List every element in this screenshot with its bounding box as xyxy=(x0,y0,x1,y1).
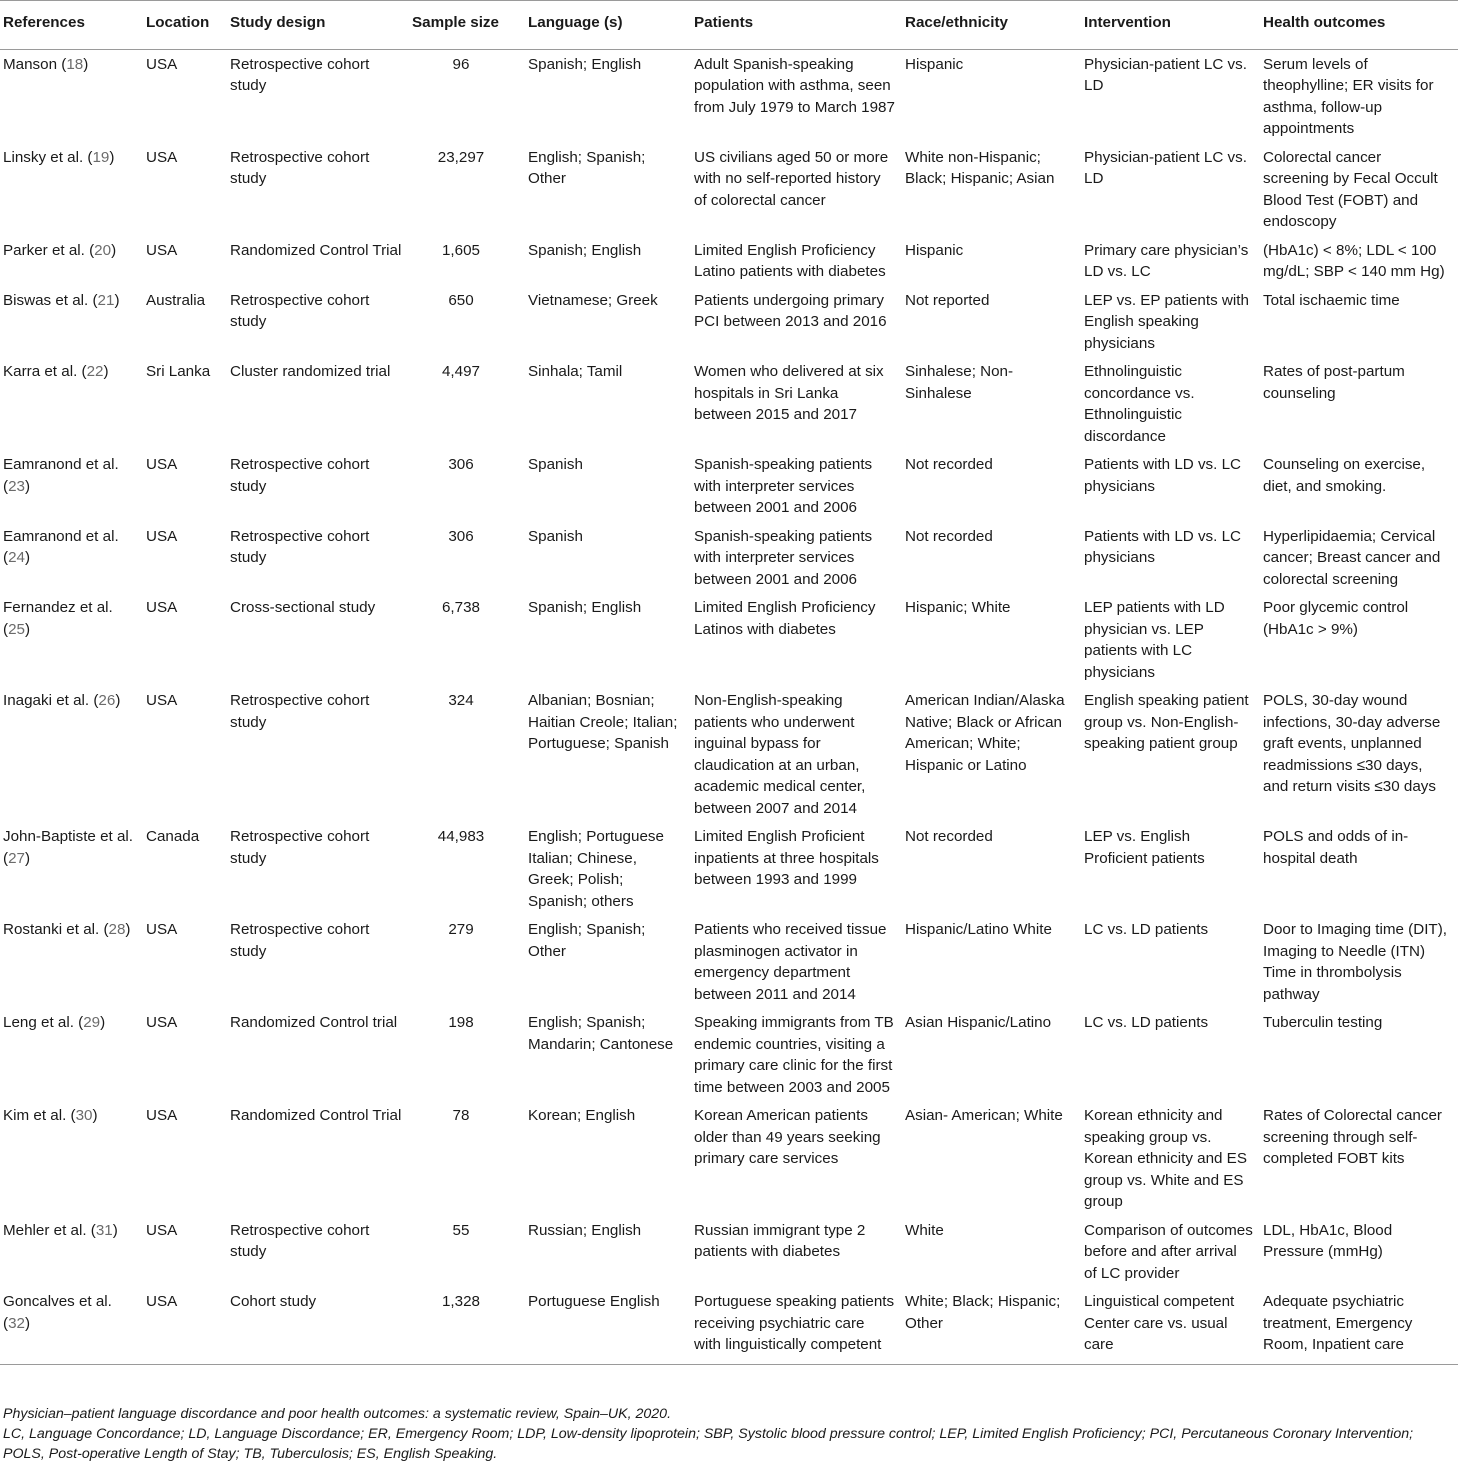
cell-race-ethnicity: White xyxy=(905,1221,944,1239)
cell-languages: Spanish xyxy=(528,527,583,545)
cell-race-ethnicity: Sinhalese; Non-Sinhalese xyxy=(905,363,1014,402)
header-references: References xyxy=(0,1,146,50)
reference-close-paren: ) xyxy=(109,148,115,166)
cell-sample-size: 1,605 xyxy=(441,241,480,259)
table-row xyxy=(0,822,1458,915)
table-row xyxy=(0,915,1458,1008)
reference-number-link[interactable]: 28 xyxy=(108,921,126,938)
cell-patients: Women who delivered at six hospitals in Sri Lanka between 2015 and 2017 xyxy=(694,363,884,423)
cell-patients: Russian immigrant type 2 patients with diabetes xyxy=(694,1221,866,1260)
cell-race-ethnicity: Not recorded xyxy=(905,527,993,545)
cell-intervention: Comparison of outcomes before and after arrival of LC provider xyxy=(1084,1221,1253,1282)
reference-number-link[interactable]: 22 xyxy=(86,363,104,380)
cell-patients: US civilians aged 50 or more with no self-reported history of colorectal cancer xyxy=(694,148,889,209)
cell-health-outcomes: Poor glycemic control (HbA1c > 9%) xyxy=(1263,599,1409,638)
header-languages: Language (s) xyxy=(528,1,694,50)
cell-race-ethnicity: Not reported xyxy=(905,291,990,309)
cell-languages: Spanish; English xyxy=(528,599,642,616)
cell-languages: Portuguese English xyxy=(528,1287,694,1364)
reference-number-link[interactable]: 32 xyxy=(8,1314,25,1332)
cell-intervention: LEP vs. English Proficient patients xyxy=(1084,828,1205,867)
cell-location: USA xyxy=(146,148,178,166)
table-row xyxy=(0,236,1458,286)
reference-number-link[interactable]: 31 xyxy=(95,1221,113,1239)
reference-close-paren: ) xyxy=(24,477,31,495)
cell-languages: Sinhala; Tamil xyxy=(528,363,623,380)
header-health-outcomes: Health outcomes xyxy=(1263,1,1458,50)
cell-study-design: Retrospective cohort study xyxy=(230,456,370,495)
cell-race-ethnicity: Hispanic; White xyxy=(905,599,1011,616)
table-row xyxy=(0,1287,1458,1364)
cell-race-ethnicity: White; Black; Hispanic; Other xyxy=(905,1287,1084,1364)
cell-reference xyxy=(0,450,146,522)
cell-intervention: LC vs. LD patients xyxy=(1084,921,1209,938)
cell-sample-size: 96 xyxy=(452,55,470,73)
cell-race-ethnicity: Not recorded xyxy=(905,828,993,845)
reference-author: Eamranond et al. ( xyxy=(3,456,119,495)
cell-reference xyxy=(0,522,146,594)
reference-author: Parker et al. ( xyxy=(3,241,95,259)
cell-patients: Korean American patients older than 49 years seeking primary care services xyxy=(694,1107,881,1167)
header-race-ethnicity: Race/ethnicity xyxy=(905,1,1084,50)
reference-author: Biswas et al. ( xyxy=(3,291,98,309)
cell-languages: Albanian; Bosnian; Haitian Creole; Italian; Portuguese; Spanish xyxy=(528,692,678,752)
cell-intervention: Patients with LD vs. LC physicians xyxy=(1084,456,1241,495)
cell-reference xyxy=(0,49,146,143)
cell-languages: Russian; English xyxy=(528,1221,642,1239)
header-intervention: Intervention xyxy=(1084,1,1263,50)
reference-number-link[interactable]: 21 xyxy=(97,291,115,309)
cell-location: USA xyxy=(146,527,178,545)
reference-close-paren: ) xyxy=(83,55,89,73)
cell-languages: English; Spanish; Mandarin; Cantonese xyxy=(528,1014,674,1053)
reference-author: Fernandez et al. ( xyxy=(3,599,113,638)
reference-number-link[interactable]: 23 xyxy=(8,477,25,495)
cell-health-outcomes: Tuberculin testing xyxy=(1263,1014,1383,1031)
cell-race-ethnicity: Hispanic xyxy=(905,55,964,73)
reference-number-link[interactable]: 25 xyxy=(8,620,25,638)
cell-patients: Non-English-speaking patients who underwent inguinal bypass for claudication at an urban, academic medical center, between 2007 and 2014 xyxy=(694,692,866,817)
reference-number-link[interactable]: 29 xyxy=(83,1014,101,1031)
reference-author: Mehler et al. ( xyxy=(3,1221,96,1239)
reference-number-link[interactable]: 19 xyxy=(92,148,110,166)
cell-location: USA xyxy=(146,921,178,938)
reference-close-paren: ) xyxy=(111,241,117,259)
cell-health-outcomes: Adequate psychiatric treatment, Emergency Room, Inpatient care xyxy=(1263,1287,1458,1364)
cell-intervention: LC vs. LD patients xyxy=(1084,1014,1209,1031)
cell-intervention: Korean ethnicity and speaking group vs. Korean ethnicity and ES group vs. White and ES group xyxy=(1084,1107,1247,1210)
cell-patients: Limited English Proficiency Latino patients with diabetes xyxy=(694,241,886,280)
cell-reference xyxy=(0,1008,146,1101)
cell-intervention: Physician-patient LC vs. LD xyxy=(1084,148,1247,187)
cell-reference xyxy=(0,143,146,236)
cell-race-ethnicity: Asian- American; White xyxy=(905,1107,1063,1124)
cell-race-ethnicity: Not recorded xyxy=(905,456,993,473)
cell-study-design: Retrospective cohort study xyxy=(230,921,370,960)
cell-sample-size: 4,497 xyxy=(441,363,480,380)
cell-sample-size: 23,297 xyxy=(437,148,485,166)
table-footnotes xyxy=(3,1404,1453,1464)
reference-number-link[interactable]: 20 xyxy=(94,241,112,259)
cell-study-design: Retrospective cohort study xyxy=(230,828,370,867)
cell-health-outcomes: Door to Imaging time (DIT), Imaging to Needle (ITN) Time in thrombolysis pathway xyxy=(1263,921,1447,1003)
cell-sample-size: 306 xyxy=(448,456,474,473)
cell-location: USA xyxy=(146,456,178,473)
cell-location: USA xyxy=(146,692,178,709)
cell-reference xyxy=(0,1216,146,1288)
reference-author: Leng et al. ( xyxy=(3,1014,84,1031)
cell-reference xyxy=(0,236,146,286)
cell-study-design: Cohort study xyxy=(230,1287,412,1364)
reference-close-paren: ) xyxy=(114,291,120,309)
cell-location: USA xyxy=(146,241,178,259)
reference-close-paren: ) xyxy=(100,1014,106,1031)
cell-sample-size: 44,983 xyxy=(437,828,485,845)
cell-health-outcomes: POLS, 30-day wound infections, 30-day adverse graft events, unplanned readmissions ≤30 days, and return visits ≤30 days xyxy=(1263,692,1441,795)
cell-location: USA xyxy=(146,1221,178,1239)
cell-reference xyxy=(0,1287,146,1364)
reference-author: Goncalves et al. ( xyxy=(3,1293,112,1332)
cell-study-design: Retrospective cohort study xyxy=(230,692,370,731)
cell-languages: English; Portuguese Italian; Chinese, Greek; Polish; Spanish; others xyxy=(528,828,664,910)
cell-health-outcomes: (HbA1c) < 8%; LDL < 100 mg/dL; SBP < 140 mm Hg) xyxy=(1263,241,1445,280)
reference-author: Karra et al. ( xyxy=(3,363,87,380)
table-row xyxy=(0,1101,1458,1216)
cell-study-design: Cross-sectional study xyxy=(230,599,376,616)
header-study-design: Study design xyxy=(230,1,412,50)
cell-study-design: Retrospective cohort study xyxy=(230,1221,370,1260)
cell-intervention: LEP vs. EP patients with English speaking physicians xyxy=(1084,291,1249,352)
cell-sample-size: 78 xyxy=(452,1107,470,1124)
cell-location: USA xyxy=(146,1014,178,1031)
cell-sample-size: 6,738 xyxy=(441,599,480,616)
cell-health-outcomes: Serum levels of theophylline; ER visits for asthma, follow-up appointments xyxy=(1263,55,1434,137)
cell-health-outcomes: Colorectal cancer screening by Fecal Occult Blood Test (FOBT) and endoscopy xyxy=(1263,148,1438,230)
reference-close-paren: ) xyxy=(92,1107,98,1124)
reference-author: John-Baptiste et al. ( xyxy=(3,828,134,867)
header-sample-size: Sample size xyxy=(412,1,528,50)
cell-patients: Speaking immigrants from TB endemic countries, visiting a primary care clinic for the first time between 2003 and 2005 xyxy=(694,1014,894,1096)
cell-reference xyxy=(0,286,146,358)
cell-sample-size: 279 xyxy=(448,921,474,938)
reference-author: Kim et al. ( xyxy=(3,1107,76,1124)
header-row xyxy=(0,1,1458,50)
cell-health-outcomes: Total ischaemic time xyxy=(1263,291,1400,309)
header-patients: Patients xyxy=(694,1,905,50)
cell-languages: Korean; English xyxy=(528,1107,636,1124)
cell-reference xyxy=(0,357,146,450)
reference-close-paren: ) xyxy=(24,849,31,867)
cell-study-design: Randomized Control Trial xyxy=(230,1107,402,1124)
cell-race-ethnicity: Asian Hispanic/Latino xyxy=(905,1014,1052,1031)
cell-race-ethnicity: American Indian/Alaska Native; Black or African American; White; Hispanic or Latino xyxy=(905,692,1065,774)
table-row xyxy=(0,1216,1458,1288)
cell-study-design: Retrospective cohort study xyxy=(230,527,370,566)
cell-location: USA xyxy=(146,599,178,616)
table-row xyxy=(0,686,1458,822)
reference-author: Manson ( xyxy=(3,55,67,73)
cell-location: Canada xyxy=(146,828,200,845)
cell-sample-size: 324 xyxy=(448,692,474,709)
cell-intervention: Patients with LD vs. LC physicians xyxy=(1084,527,1241,566)
cell-health-outcomes: Rates of post-partum counseling xyxy=(1263,363,1405,402)
cell-reference xyxy=(0,1101,146,1216)
cell-intervention: Linguistical competent Center care vs. usual care xyxy=(1084,1287,1263,1364)
table-row xyxy=(0,593,1458,686)
header-location: Location xyxy=(146,1,230,50)
cell-patients: Adult Spanish-speaking population with asthma, seen from July 1979 to March 1987 xyxy=(694,55,895,116)
reference-number-link[interactable]: 18 xyxy=(66,55,84,73)
cell-study-design: Retrospective cohort study xyxy=(230,55,370,94)
reference-number-link[interactable]: 30 xyxy=(75,1107,93,1124)
cell-languages: Spanish; English xyxy=(528,55,642,73)
reference-close-paren: ) xyxy=(112,1221,118,1239)
table-body xyxy=(0,49,1458,1364)
table-header xyxy=(0,1,1458,50)
cell-reference xyxy=(0,686,146,822)
cell-languages: English; Spanish; Other xyxy=(528,148,646,187)
reference-author: Inagaki et al. ( xyxy=(3,692,99,709)
cell-location: USA xyxy=(146,55,178,73)
cell-patients: Portuguese speaking patients receiving psychiatric care with linguistically competent xyxy=(694,1287,905,1364)
cell-reference xyxy=(0,915,146,1008)
cell-sample-size: 1,328 xyxy=(412,1287,528,1364)
cell-location: USA xyxy=(146,1107,178,1124)
reference-author: Eamranond et al. ( xyxy=(3,527,119,566)
table-row xyxy=(0,450,1458,522)
reference-close-paren: ) xyxy=(125,921,131,938)
table-row xyxy=(0,357,1458,450)
reference-close-paren: ) xyxy=(115,692,121,709)
cell-patients: Limited English Proficiency Latinos with diabetes xyxy=(694,599,876,638)
cell-patients: Patients who received tissue plasminogen activator in emergency department between 2011 and 2014 xyxy=(694,921,887,1003)
cell-reference xyxy=(0,822,146,915)
cell-health-outcomes: Counseling on exercise, diet, and smoking. xyxy=(1263,456,1426,495)
cell-study-design: Retrospective cohort study xyxy=(230,148,370,187)
reference-close-paren: ) xyxy=(103,363,109,380)
reference-close-paren: ) xyxy=(24,1314,31,1332)
cell-sample-size: 198 xyxy=(448,1014,474,1031)
cell-languages: Spanish; English xyxy=(528,241,642,259)
cell-intervention: Physician-patient LC vs. LD xyxy=(1084,55,1247,94)
table-row xyxy=(0,49,1458,143)
cell-intervention: Primary care physician’s LD vs. LC xyxy=(1084,241,1249,280)
cell-study-design: Randomized Control trial xyxy=(230,1014,398,1031)
cell-patients: Spanish-speaking patients with interpreter services between 2001 and 2006 xyxy=(694,456,873,516)
cell-reference xyxy=(0,593,146,686)
cell-intervention: English speaking patient group vs. Non-English-speaking patient group xyxy=(1084,692,1249,752)
cell-health-outcomes: Hyperlipidaemia; Cervical cancer; Breast cancer and colorectal screening xyxy=(1263,527,1441,588)
reference-number-link[interactable]: 27 xyxy=(8,849,25,867)
cell-sample-size: 306 xyxy=(448,527,474,545)
cell-patients: Limited English Proficient inpatients at three hospitals between 1993 and 1999 xyxy=(694,828,879,888)
cell-study-design: Retrospective cohort study xyxy=(230,291,370,330)
cell-languages: Spanish xyxy=(528,456,583,473)
reference-author: Rostanki et al. ( xyxy=(3,921,109,938)
cell-languages: Vietnamese; Greek xyxy=(528,291,658,309)
table-row xyxy=(0,286,1458,358)
cell-study-design: Randomized Control Trial xyxy=(230,241,402,259)
cell-languages: English; Spanish; Other xyxy=(528,921,646,960)
table-row xyxy=(0,522,1458,594)
cell-location: Australia xyxy=(146,291,206,309)
cell-race-ethnicity: Hispanic xyxy=(905,241,964,259)
abbreviations-note: LC, Language Concordance; LD, Language Discordance; ER, Emergency Room; LDP, Low-density lipoprotein; SBP, Systolic blood pressure control; LEP, Limited English Proficiency; PCI, Percutaneous Coronary Intervention; POLS, Post-operative Length of Stay; TB, Tuberculosis; ES, English Speaking. xyxy=(3,1426,1414,1462)
cell-location: USA xyxy=(146,1287,230,1364)
cell-intervention: LEP patients with LD physician vs. LEP patients with LC physicians xyxy=(1084,599,1225,681)
cell-location: Sri Lanka xyxy=(146,363,211,380)
reference-number-link[interactable]: 24 xyxy=(8,549,25,566)
cell-race-ethnicity: White non-Hispanic; Black; Hispanic; Asian xyxy=(905,148,1055,187)
cell-patients: Patients undergoing primary PCI between 2013 and 2016 xyxy=(694,291,887,330)
table-row xyxy=(0,143,1458,236)
cell-health-outcomes: LDL, HbA1c, Blood Pressure (mmHg) xyxy=(1263,1221,1393,1260)
cell-patients: Spanish-speaking patients with interpreter services between 2001 and 2006 xyxy=(694,527,873,588)
reference-close-paren: ) xyxy=(24,549,31,566)
table-row xyxy=(0,1008,1458,1101)
reference-number-link[interactable]: 26 xyxy=(98,692,116,709)
table-caption: Physician–patient language discordance and poor health outcomes: a systematic review, Spain–UK, 2020. xyxy=(3,1406,672,1422)
cell-study-design: Cluster randomized trial xyxy=(230,363,391,380)
cell-race-ethnicity: Hispanic/Latino White xyxy=(905,921,1052,938)
reference-close-paren: ) xyxy=(24,620,31,638)
cell-sample-size: 55 xyxy=(452,1221,470,1239)
reference-author: Linsky et al. ( xyxy=(3,148,93,166)
cell-health-outcomes: Rates of Colorectal cancer screening through self-completed FOBT kits xyxy=(1263,1107,1442,1167)
cell-health-outcomes: POLS and odds of in-hospital death xyxy=(1263,828,1409,867)
cell-sample-size: 650 xyxy=(448,291,474,309)
cell-intervention: Ethnolinguistic concordance vs. Ethnolinguistic discordance xyxy=(1084,363,1195,445)
